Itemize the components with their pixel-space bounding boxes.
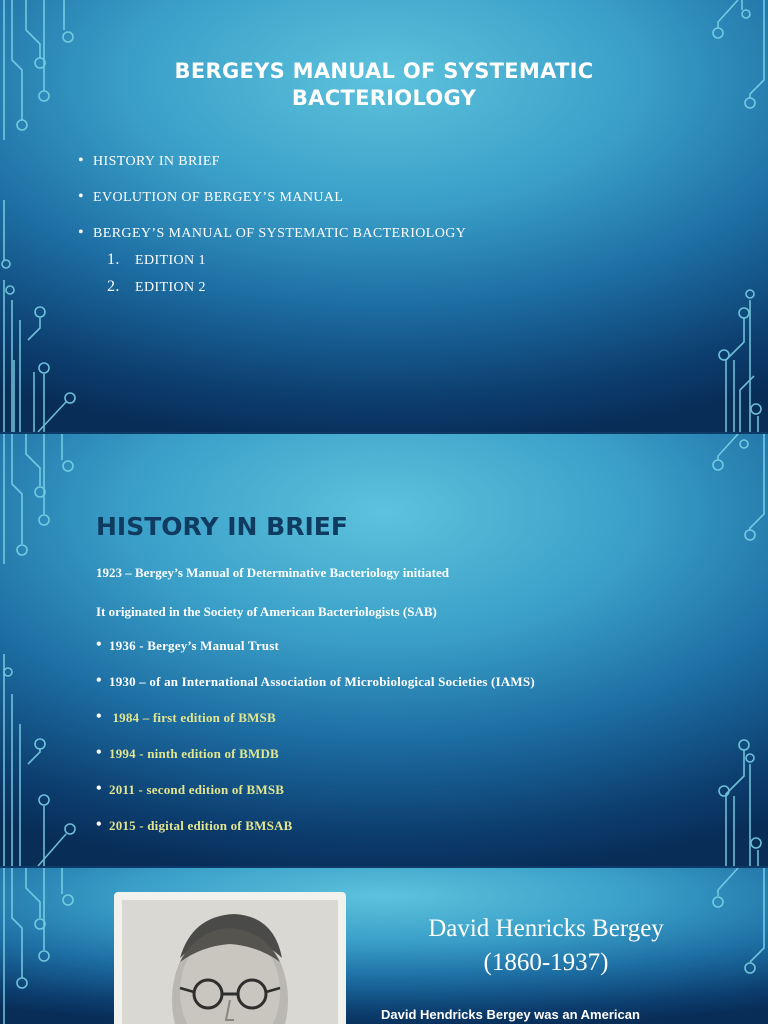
person-name-line: David Henricks Bergey xyxy=(428,915,664,942)
slide-1 xyxy=(0,0,768,432)
person-description: David Hendricks Bergey was an American xyxy=(381,1007,640,1022)
item-number: 1. xyxy=(107,251,120,268)
numbered-item xyxy=(107,278,206,305)
item-number: 2. xyxy=(107,278,120,295)
item-label: EDITION 2 xyxy=(135,280,206,295)
circuit-decoration-left xyxy=(0,434,90,866)
portrait-image xyxy=(122,900,338,1024)
timeline-item: • 1930 – of an International Association of Microbiological Societies (IAMS) xyxy=(96,674,535,710)
slide-3 xyxy=(0,868,768,1024)
timeline-item-highlight: • 1984 – first edition of BMSB xyxy=(96,710,535,746)
history-line: It originated in the Society of American Bacteriologists (SAB) xyxy=(96,604,437,619)
slide-title: BERGEYS MANUAL OF SYSTEMATIC BACTERIOLOGY xyxy=(174,59,594,110)
timeline-item-highlight: • 2011 - second edition of BMSB xyxy=(96,782,535,818)
circuit-decoration-right xyxy=(678,0,768,432)
numbered-item xyxy=(107,251,206,278)
history-line: 1923 – Bergey’s Manual of Determinative Bacteriology initiated xyxy=(96,565,449,580)
item-label: EDITION 1 xyxy=(135,253,206,268)
bullet-item: • EVOLUTION OF BERGEY’S MANUAL xyxy=(78,190,466,226)
slide-title: HISTORY IN BRIEF xyxy=(96,512,348,541)
circuit-decoration-left xyxy=(0,0,90,432)
numbered-list xyxy=(107,251,206,305)
timeline-item-highlight: • 1994 - ninth edition of BMDB xyxy=(96,746,535,782)
person-name xyxy=(376,912,716,980)
slide-2 xyxy=(0,434,768,866)
timeline-item: • 1936 - Bergey’s Manual Trust xyxy=(96,638,535,674)
person-lifespan: (1860-1937) xyxy=(483,949,609,976)
bullet-item: • BERGEY’S MANUAL OF SYSTEMATIC BACTERIOLOGY xyxy=(78,226,466,262)
circuit-decoration-right xyxy=(678,434,768,866)
portrait-photo xyxy=(114,892,346,1024)
bullet-list xyxy=(78,154,466,262)
bullet-item: • HISTORY IN BRIEF xyxy=(78,154,466,190)
timeline-item-highlight: • 2015 - digital edition of BMSAB xyxy=(96,818,535,854)
timeline-list xyxy=(96,638,535,854)
circuit-decoration-left xyxy=(0,868,90,1024)
